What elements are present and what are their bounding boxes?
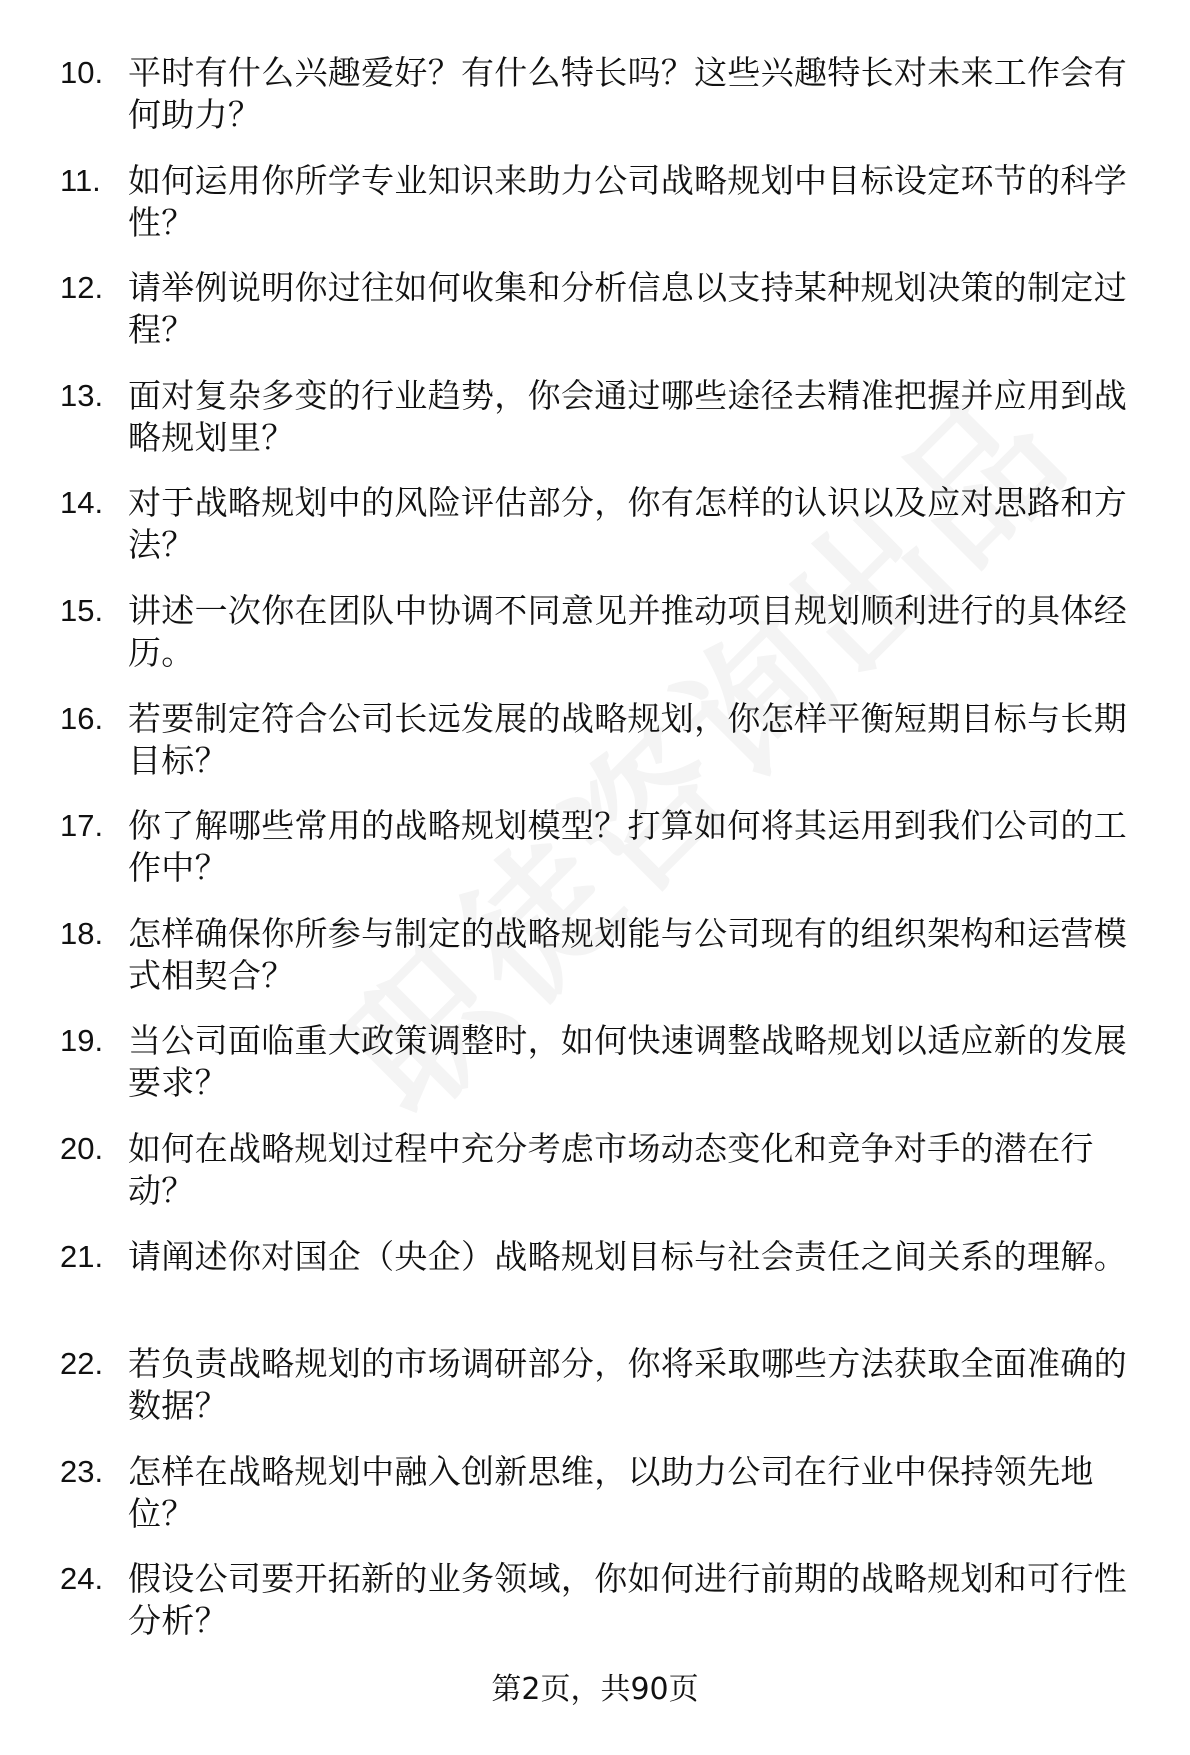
question-number: 13. (60, 377, 104, 413)
question-item (60, 1020, 1150, 1104)
question-item (60, 913, 1150, 997)
question-item (60, 1236, 1150, 1320)
question-number: 22. (60, 1346, 104, 1382)
question-item (60, 590, 1150, 674)
question-text: 平时有什么兴趣爱好？有什么特长吗？这些兴趣特长对未来工作会有何助力？ (128, 53, 1127, 134)
question-number: 15. (60, 592, 104, 628)
question-text: 面对复杂多变的行业趋势，你会通过哪些途径去精准把握并应用到战略规划里？ (128, 375, 1127, 457)
question-number: 11. (60, 162, 101, 198)
question-text: 如何在战略规划过程中充分考虑市场动态变化和竞争对手的潜在行动？ (128, 1128, 1094, 1210)
question-number: 17. (60, 808, 104, 844)
question-text: 怎样在战略规划中融入创新思维，以助力公司在行业中保持领先地位？ (128, 1451, 1094, 1533)
question-number: 16. (60, 700, 104, 736)
page-footer: 第2页，共90页 (491, 1672, 699, 1707)
question-item (60, 1558, 1150, 1642)
question-item (60, 160, 1150, 244)
question-text: 怎样确保你所参与制定的战略规划能与公司现有的组织架构和运营模式相契合？ (128, 913, 1127, 995)
question-item (60, 482, 1150, 566)
question-text: 当公司面临重大政策调整时，如何快速调整战略规划以适应新的发展要求？ (128, 1021, 1127, 1103)
question-number: 21. (60, 1238, 104, 1274)
question-number: 20. (60, 1130, 104, 1166)
question-text: 请举例说明你过往如何收集和分析信息以支持某种规划决策的制定过程？ (128, 268, 1127, 350)
question-text: 如何运用你所学专业知识来助力公司战略规划中目标设定环节的科学性？ (128, 160, 1127, 242)
question-list (60, 52, 1150, 1666)
question-text: 若负责战略规划的市场调研部分，你将采取哪些方法获取全面准确的数据？ (128, 1344, 1127, 1426)
question-number: 10. (60, 55, 104, 90)
question-item (60, 267, 1150, 351)
question-item (60, 52, 1150, 136)
question-item (60, 805, 1150, 889)
question-number: 23. (60, 1453, 104, 1489)
question-number: 19. (60, 1023, 104, 1059)
question-item (60, 1128, 1150, 1212)
question-text: 对于战略规划中的风险评估部分，你有怎样的认识以及应对思路和方法？ (128, 483, 1127, 565)
question-item (60, 1343, 1150, 1427)
question-item (60, 375, 1150, 459)
question-text: 你了解哪些常用的战略规划模型？打算如何将其运用到我们公司的工作中？ (128, 806, 1127, 888)
question-number: 14. (60, 485, 104, 521)
question-text: 讲述一次你在团队中协调不同意见并推动项目规划顺利进行的具体经历。 (128, 590, 1127, 672)
question-text: 请阐述你对国企（央企）战略规划目标与社会责任之间关系的理解。 (128, 1236, 1127, 1276)
question-text: 假设公司要开拓新的业务领域，你如何进行前期的战略规划和可行性分析？ (128, 1559, 1127, 1641)
question-number: 12. (60, 270, 104, 306)
question-number: 18. (60, 915, 104, 951)
question-item (60, 698, 1150, 782)
question-text: 若要制定符合公司长远发展的战略规划，你怎样平衡短期目标与长期目标？ (128, 698, 1127, 780)
question-number: 24. (60, 1561, 104, 1597)
question-item (60, 1451, 1150, 1535)
